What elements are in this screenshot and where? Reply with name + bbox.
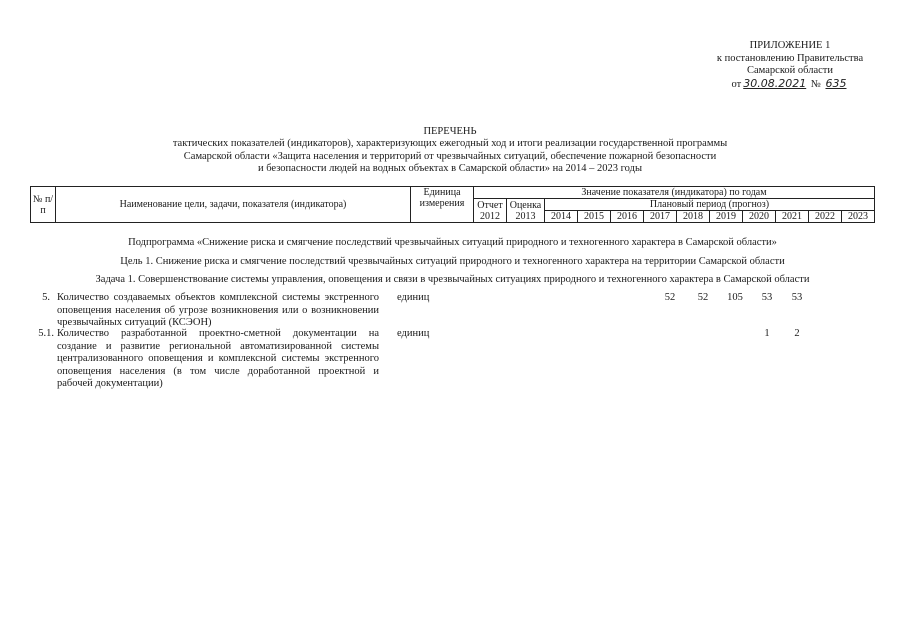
- title-line-2: Самарской области «Защита населения и территорий от чрезвычайных ситуаций, обеспечение пожарной безопасности: [183, 150, 717, 162]
- appendix-line-3: Самарской области: [747, 65, 833, 76]
- row-5-1-value-2023: 2: [794, 328, 800, 339]
- header-year-2020: 2020: [743, 211, 776, 223]
- header-estimate-cell: [507, 199, 545, 223]
- header-year-2022: 2022: [809, 211, 842, 223]
- header-report: Отчет: [477, 199, 503, 211]
- appendix-line-1: ПРИЛОЖЕНИЕ 1: [749, 40, 831, 51]
- header-year-2014: 2014: [545, 211, 578, 223]
- appendix-header: [690, 40, 890, 91]
- header-num: № п/п: [31, 187, 56, 223]
- header-year-2018: 2018: [677, 211, 710, 223]
- row-5-number: 5.: [42, 292, 50, 303]
- row-5-value-2023: 53: [791, 292, 803, 303]
- header-name: Наименование цели, задачи, показателя (индикатора): [56, 187, 411, 223]
- row-5-value-2020: 52: [697, 292, 709, 303]
- header-unit: Единица измерения: [411, 187, 474, 223]
- title-heading: ПЕРЕЧЕНЬ: [423, 126, 477, 137]
- from-prefix: от: [731, 78, 742, 90]
- header-year-2012: 2012: [480, 210, 500, 222]
- row-5-1-number: 5.1.: [38, 328, 54, 339]
- row-5-1-unit: единиц: [397, 328, 430, 339]
- title-line-3: и безопасности людей на водных объектах в Самарской области» на 2014 – 2023 годы: [257, 163, 643, 175]
- header-report-cell: [474, 199, 507, 223]
- document-title: [60, 126, 840, 176]
- goal-heading: Цель 1. Снижение риска и смягчение последствий чрезвычайных ситуаций природного и техногенного характера на территории Самарской области: [120, 256, 785, 267]
- header-year-2017: 2017: [644, 211, 677, 223]
- row-5-value-2022: 53: [761, 292, 773, 303]
- indicator-table-header: [30, 186, 875, 223]
- row-5-unit: единиц: [397, 292, 430, 303]
- row-5-value-2019: 52: [664, 292, 676, 303]
- header-year-2015: 2015: [578, 211, 611, 223]
- header-year-2021: 2021: [776, 211, 809, 223]
- row-5-name: Количество создаваемых объектов комплексной системы экстренного оповещения населения об угрозе возникновения или о возникновении чрезвычайных ситуаций (КСЭОН): [57, 292, 379, 328]
- header-estimate: Оценка: [509, 199, 542, 211]
- number-prefix: №: [810, 78, 821, 90]
- handwritten-date: 30.08.2021: [743, 76, 807, 90]
- title-line-1: тактических показателей (индикаторов), характеризующих ежегодный ход и итоги реализации государственной программы: [172, 138, 728, 150]
- row-5-value-2021: 105: [727, 292, 743, 303]
- header-year-2016: 2016: [611, 211, 644, 223]
- appendix-date-line: [690, 78, 890, 92]
- header-year-2023: 2023: [842, 211, 875, 223]
- row-5-1-name: Количество разработанной проектно-сметной документации на создание и развитие региональной автоматизированной системы централизованного оповещения и комплексной системы экстренного оповещения населения (в том числе доработанной проектной и рабочей документации): [57, 328, 379, 389]
- subprogram-heading: Подпрограмма «Снижение риска и смягчение последствий чрезвычайных ситуаций природного и техногенного характера в Самарской области»: [128, 237, 777, 248]
- task-heading: Задача 1. Совершенствование системы управления, оповещения и связи в чрезвычайных ситуациях природного и техногенного характера в Самарской области: [95, 274, 810, 285]
- header-plan: Плановый период (прогноз): [545, 199, 875, 211]
- appendix-line-2: к постановлению Правительства: [716, 52, 864, 64]
- header-year-2013: 2013: [515, 210, 536, 222]
- header-values-group: Значение показателя (индикатора) по годам: [474, 187, 875, 199]
- row-5-1-value-2022: 1: [764, 328, 770, 339]
- header-year-2019: 2019: [710, 211, 743, 223]
- handwritten-number: 635: [825, 76, 847, 90]
